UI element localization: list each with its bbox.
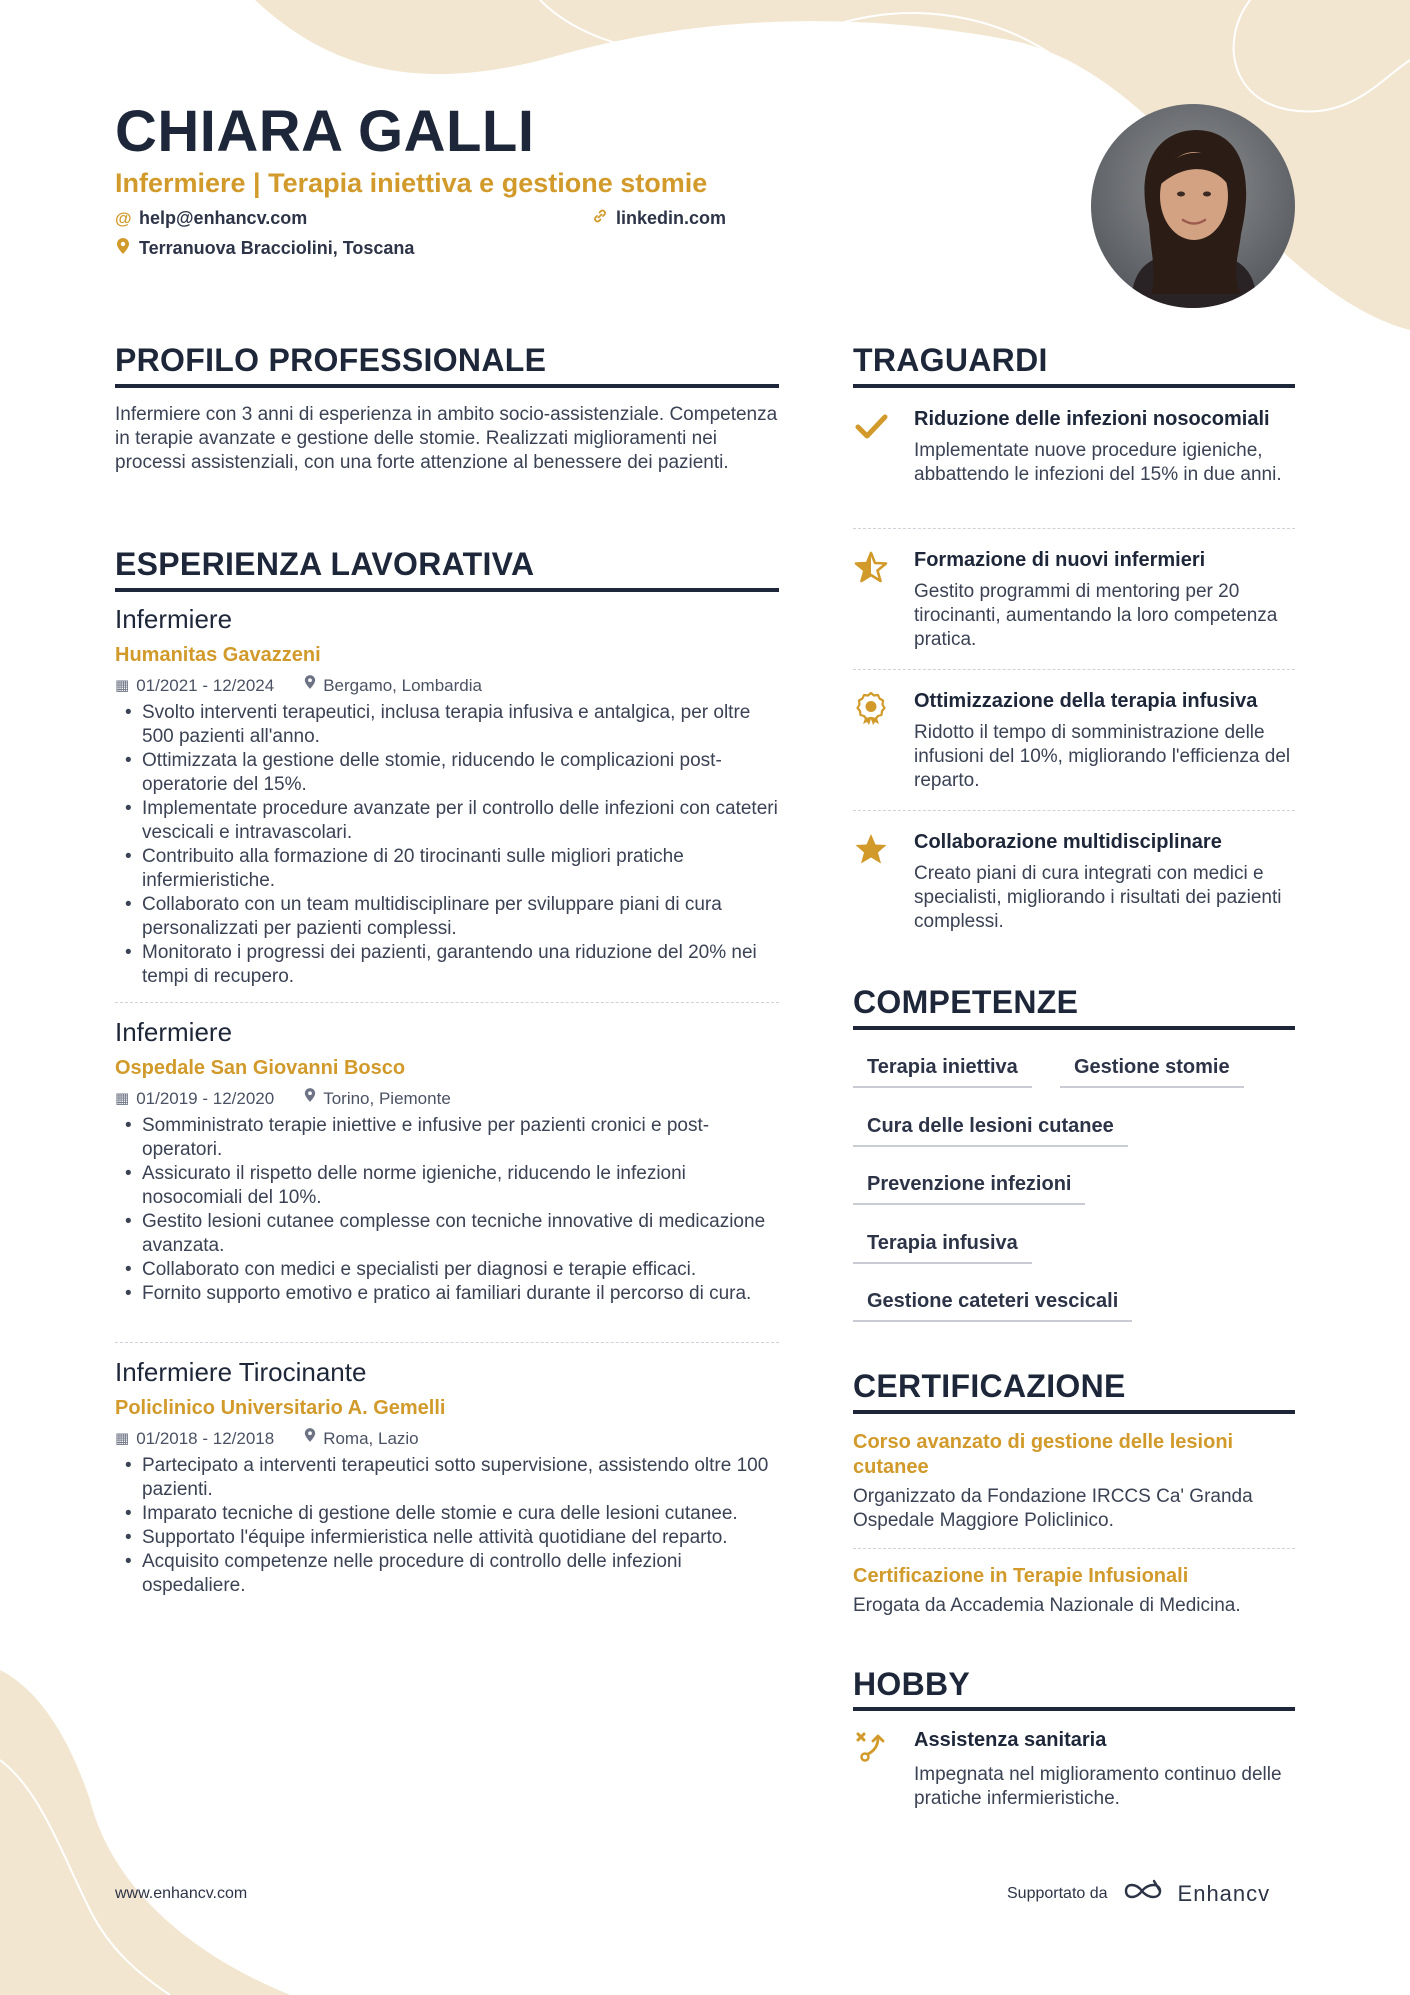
achievement-title: Formazione di nuovi infermieri — [914, 549, 1206, 571]
skill-tag: Gestione cateteri vescicali — [853, 1286, 1132, 1322]
job-company: Policlinico Universitario A. Gemelli — [115, 1397, 446, 1419]
linkedin-text: linkedin.com — [616, 208, 727, 228]
contact-email[interactable] — [115, 208, 307, 229]
job-meta — [115, 1087, 779, 1110]
job-dates: 01/2021 - 12/2024 — [136, 675, 275, 695]
job-title: Infermiere — [115, 604, 233, 634]
email-text: help@enhancv.com — [139, 208, 308, 228]
location-pin-icon — [304, 1087, 316, 1110]
profile-section-rule — [115, 384, 779, 388]
at-icon: @ — [115, 208, 132, 228]
profile-section-title: PROFILO PROFESSIONALE — [115, 342, 547, 378]
profile-summary: Infermiere con 3 anni di esperienza in ambito socio-assistenziale. Competenza in terapie avanzate e gestione delle stomie. Realizzati miglioramenti nei processi assistenziali, con una forte attenzione al benessere dei pazienti. — [115, 404, 778, 473]
job-bullet: • Contribuito alla formazione di 20 tirocinanti sulle migliori pratiche infermieristiche. — [115, 845, 779, 893]
job-bullet: • Assicurato il rispetto delle norme igieniche, riducendo le infezioni nosocomiali del 10%. — [115, 1162, 779, 1210]
achievement-divider — [853, 810, 1295, 811]
job-dates: 01/2018 - 12/2018 — [136, 1428, 275, 1448]
job-bullet: • Monitorato i progressi dei pazienti, garantendo una riduzione del 20% nei tempi di recupero. — [115, 941, 779, 989]
job-location: Roma, Lazio — [323, 1428, 419, 1448]
link-icon — [592, 208, 608, 229]
achievement-desc: Creato piani di cura integrati con medici e specialisti, migliorando i risultati dei pazienti complessi. — [914, 863, 1282, 932]
hobby-section-title: HOBBY — [853, 1666, 971, 1702]
job-bullet: • Imparato tecniche di gestione delle stomie e cura delle lesioni cutanee. — [115, 1502, 779, 1526]
achievement-item-4 — [853, 829, 1295, 934]
job-bullet: • Supportato l'équipe infermieristica nelle attività quotidiane del reparto. — [115, 1526, 779, 1550]
job-bullet: • Implementate procedure avanzate per il controllo delle infezioni con cateteri vescicali e intravascolari. — [115, 797, 779, 845]
certifications-section-title: CERTIFICAZIONE — [853, 1368, 1126, 1404]
job-bullet: • Collaborato con medici e specialisti per diagnosi e terapie efficaci. — [115, 1258, 779, 1282]
job-entry-1 — [115, 603, 779, 989]
job-divider — [115, 1002, 779, 1003]
location-pin-icon — [304, 1427, 316, 1450]
job-location: Bergamo, Lombardia — [323, 675, 482, 695]
job-meta — [115, 1427, 779, 1450]
hobby-title: Assistenza sanitaria — [914, 1729, 1107, 1751]
calendar-icon: ▦ — [115, 676, 130, 694]
hobby-desc: Impegnata nel miglioramento continuo delle pratiche infermieristiche. — [914, 1764, 1282, 1809]
strategy-icon — [853, 1729, 889, 1765]
job-meta — [115, 674, 779, 697]
candidate-subtitle: Infermiere | Terapia iniettiva e gestione stomie — [115, 168, 708, 198]
achievement-desc: Ridotto il tempo di somministrazione delle infusioni del 10%, migliorando l'efficienza del reparto. — [914, 722, 1291, 791]
job-bullets — [115, 701, 779, 989]
achievement-title: Riduzione delle infezioni nosocomiali — [914, 408, 1270, 430]
experience-section-title: ESPERIENZA LAVORATIVA — [115, 546, 535, 582]
certification-title: Certificazione in Terapie Infusionali — [853, 1565, 1189, 1587]
job-company: Humanitas Gavazzeni — [115, 644, 321, 666]
job-entry-2 — [115, 1016, 779, 1306]
calendar-icon: ▦ — [115, 1429, 130, 1447]
job-divider — [115, 1342, 779, 1343]
job-company: Ospedale San Giovanni Bosco — [115, 1057, 406, 1079]
job-bullet: • Fornito supporto emotivo e pratico ai familiari durante il percorso di cura. — [115, 1282, 779, 1306]
skills-section-title: COMPETENZE — [853, 984, 1079, 1020]
certification-desc: Erogata da Accademia Nazionale di Medicina. — [853, 1595, 1241, 1616]
achievement-divider — [853, 669, 1295, 670]
brand-name: Enhancv — [1177, 1880, 1271, 1906]
certification-title: Corso avanzato di gestione delle lesioni cutanee — [853, 1431, 1234, 1478]
job-bullet: • Collaborato con un team multidisciplinare per sviluppare piani di cura personalizzati per pazienti complessi. — [115, 893, 779, 941]
hobby-item — [853, 1727, 1295, 1811]
job-title: Infermiere — [115, 1017, 233, 1047]
contact-linkedin[interactable] — [592, 208, 726, 229]
achievement-desc: Gestito programmi di mentoring per 20 tirocinanti, aumentando la loro competenza pratica. — [914, 581, 1278, 650]
achievement-item-2 — [853, 547, 1295, 652]
job-entry-3 — [115, 1356, 779, 1598]
achievement-desc: Implementate nuove procedure igieniche, abbattendo le infezioni del 15% in due anni. — [914, 440, 1282, 485]
achievements-section-title: TRAGUARDI — [853, 342, 1048, 378]
experience-section-rule — [115, 588, 779, 592]
skill-tag: Cura delle lesioni cutanee — [853, 1111, 1128, 1147]
powered-by-text: Supportato da — [1007, 1884, 1108, 1902]
star-filled-icon — [853, 831, 889, 867]
skill-tag: Gestione stomie — [1060, 1052, 1244, 1088]
job-bullet: • Ottimizzata la gestione delle stomie, riducendo le complicazioni post-operatorie del 15%. — [115, 749, 779, 797]
location-pin-icon — [115, 237, 131, 260]
location-pin-icon — [304, 674, 316, 697]
contact-location — [115, 237, 414, 260]
job-bullet: • Acquisito competenze nelle procedure di controllo delle infezioni ospedaliere. — [115, 1550, 779, 1598]
achievement-divider — [853, 528, 1295, 529]
certifications-section-rule — [853, 1410, 1295, 1414]
achievement-title: Collaborazione multidisciplinare — [914, 831, 1222, 853]
location-text: Terranuova Bracciolini, Toscana — [139, 238, 415, 258]
star-outline-icon — [853, 549, 889, 585]
achievement-item-3 — [853, 688, 1295, 793]
certification-divider — [853, 1548, 1295, 1549]
skill-tag: Terapia iniettiva — [853, 1052, 1032, 1088]
job-bullet: • Partecipato a interventi terapeutici sotto supervisione, assistendo oltre 100 pazienti. — [115, 1454, 779, 1502]
certification-desc: Organizzato da Fondazione IRCCS Ca' Granda Ospedale Maggiore Policlinico. — [853, 1486, 1253, 1531]
job-bullets — [115, 1114, 779, 1306]
job-bullet: • Svolto interventi terapeutici, inclusa terapia infusiva e antalgica, per oltre 500 pazienti all'anno. — [115, 701, 779, 749]
job-bullet: • Gestito lesioni cutanee complesse con tecniche innovative di medicazione avanzata. — [115, 1210, 779, 1258]
skill-tag: Terapia infusiva — [853, 1228, 1032, 1264]
footer-website[interactable]: www.enhancv.com — [115, 1885, 248, 1902]
hobby-section-rule — [853, 1707, 1295, 1711]
achievement-item-1 — [853, 406, 1295, 487]
award-badge-icon — [853, 690, 889, 726]
footer-brand[interactable] — [1007, 1878, 1270, 1909]
job-location: Torino, Piemonte — [323, 1088, 451, 1108]
job-title: Infermiere Tirocinante — [115, 1357, 367, 1387]
job-bullet: • Somministrato terapie iniettive e infusive per pazienti cronici e post-operatori. — [115, 1114, 779, 1162]
job-dates: 01/2019 - 12/2020 — [136, 1088, 275, 1108]
skills-section-rule — [853, 1026, 1295, 1030]
calendar-icon: ▦ — [115, 1089, 130, 1107]
achievements-section-rule — [853, 384, 1295, 388]
candidate-name: CHIARA GALLI — [115, 99, 535, 164]
achievement-title: Ottimizzazione della terapia infusiva — [914, 690, 1258, 712]
profile-photo — [1091, 104, 1295, 308]
enhancv-logo-icon — [1120, 1878, 1166, 1909]
job-bullets — [115, 1454, 779, 1598]
skill-tag: Prevenzione infezioni — [853, 1169, 1085, 1205]
check-icon — [853, 408, 889, 444]
